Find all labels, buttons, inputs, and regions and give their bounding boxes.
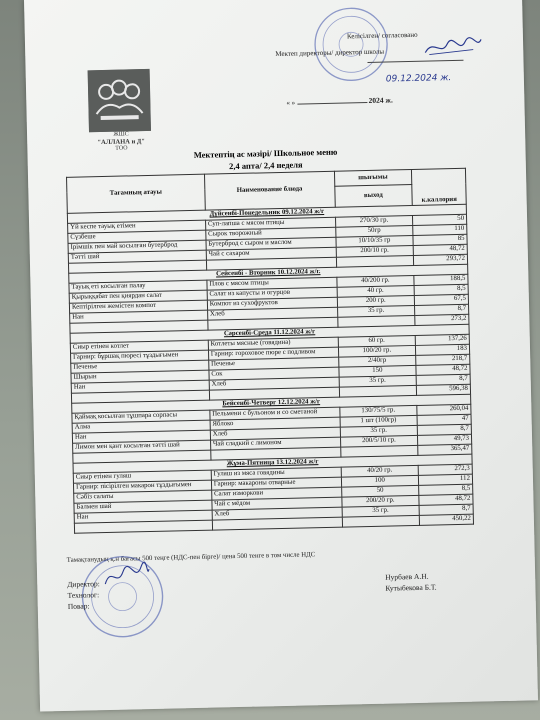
day-title: Бейсенбі-Четверг 12.12.2024 ж/г: [72, 394, 471, 413]
dish-name-kz: Нан: [72, 430, 210, 443]
day-total: 450,22: [419, 514, 473, 525]
dish-name-ru: Печенье: [209, 357, 339, 370]
dish-portion: 200 гр.: [337, 295, 415, 307]
menu-document: [24, 0, 538, 712]
dish-portion: 2/40гр: [338, 355, 416, 367]
dish-name-ru: Бутерброд с сыром и маслом: [206, 237, 336, 250]
dish-name-kz: Сиыр етінен гуляш: [73, 470, 211, 483]
logo-emblem-text: ЖШС: [113, 131, 129, 138]
dish-name-ru: Хлеб: [210, 427, 340, 440]
dish-name-ru: Сок: [209, 367, 339, 380]
dish-portion: 50: [341, 485, 419, 497]
date-quote: « »: [286, 98, 296, 107]
dish-name-ru: Чай сладкий с лимоном: [210, 437, 340, 450]
dish-kcal: 47: [417, 414, 471, 425]
dish-name-kz: Гарнир: пісірілген макарон тұздығымен: [73, 480, 211, 493]
dish-portion: 150: [338, 365, 416, 377]
dish-name-kz: Балмен шай: [74, 500, 212, 513]
dish-name-kz: Нан: [71, 380, 209, 393]
dish-name-ru: Компот из сухофруктов: [207, 297, 337, 310]
bottom-signature: [101, 561, 152, 597]
dish-name-ru: Яблоко: [210, 417, 340, 430]
dish-name-kz: Алма: [72, 420, 210, 433]
logo-name: "АЛЛАНА и Д": [97, 138, 146, 147]
dish-portion: 35 гр.: [339, 375, 417, 387]
dish-portion: 10/10/35 гр: [336, 235, 414, 247]
dish-portion: 35 гр.: [337, 305, 415, 317]
dish-kcal: 188,5: [414, 274, 468, 285]
price-note: Тамақтанудың қ.н бағасы 500 теңге (НДС-пен бірге)/ цена 500 тенге в том числе НДС: [66, 551, 316, 564]
dish-kcal: 137,26: [415, 334, 469, 345]
dish-portion: 60 гр.: [338, 335, 416, 347]
header-output-kz: шығымы: [334, 169, 412, 186]
header-output-ru: выход: [334, 184, 412, 207]
dish-portion: 40/20 гр.: [341, 465, 419, 477]
dish-kcal: 8,7: [419, 504, 473, 515]
dish-portion: 35 гр.: [342, 505, 420, 517]
approval-director: Мектеп директоры/ директор школы: [275, 47, 385, 59]
dish-name-ru: Гарнир: гороховое пюре с подливом: [208, 347, 338, 360]
dish-kcal: 67,5: [414, 294, 468, 305]
dish-portion: 200/5/10 гр.: [340, 435, 418, 447]
header-kcal: к.каллория: [412, 168, 467, 205]
dish-name-kz: Тәтті шай: [68, 250, 206, 263]
dish-portion: 100/20 гр.: [338, 345, 416, 357]
dish-kcal: 112: [419, 474, 473, 485]
dish-kcal: 8,5: [414, 284, 468, 295]
approval-date-line: [286, 95, 393, 107]
dish-portion: 200/10 гр.: [336, 245, 414, 257]
dish-portion: 50гр: [335, 225, 413, 237]
day-title: Дүйсенбі-Понедельник 09.12.2024 ж/г: [67, 204, 466, 223]
dish-name-kz: Лимон мен қант косылған тәтті шай: [73, 440, 211, 453]
signer-names: [385, 571, 437, 594]
dish-kcal: 48,72: [413, 244, 467, 255]
dish-kcal: 49,73: [418, 434, 472, 445]
dish-kcal: 183: [416, 344, 470, 355]
dish-name-kz: Қырыққабат пен қиярдан салат: [69, 290, 207, 303]
dish-kcal: 8,5: [419, 484, 473, 495]
dish-name-kz: Кептірілген жемістен компот: [69, 300, 207, 313]
dish-portion: 100: [341, 475, 419, 487]
day-total: 596,38: [416, 384, 470, 395]
dish-kcal: 110: [413, 224, 467, 235]
dish-kcal: 8,7: [416, 374, 470, 385]
dish-name-kz: Нан: [70, 310, 208, 323]
dish-name-ru: Чай с мёдом: [212, 497, 342, 510]
approval-year: 2024 ж.: [368, 95, 393, 105]
dish-name-kz: Сиыр етінен котлет: [70, 340, 208, 353]
dish-name-ru: Гуляш из мяса говядины: [211, 467, 341, 480]
dish-name-ru: Салат из капусты и огурцов: [207, 287, 337, 300]
dish-name-ru: Хлеб: [209, 377, 339, 390]
approval-agreed: Келісілген/ согласовано: [346, 30, 418, 41]
role-cook: Повар:: [67, 601, 90, 611]
dish-name-ru: Плов с мясом птицы: [207, 277, 337, 290]
logo-suffix: ТОО: [115, 145, 128, 152]
dish-kcal: 48,72: [419, 494, 473, 505]
dish-name-kz: Шырын: [71, 370, 209, 383]
dish-name-kz: Үй кеспе тауық етімен: [68, 220, 206, 233]
dish-name-ru: Хлеб: [207, 307, 337, 320]
dish-name-kz: Печенье: [71, 360, 209, 373]
signer-name-2: Кутыбекова Б.Т.: [385, 582, 437, 593]
dish-name-ru: Салат изморкови: [211, 487, 341, 500]
dish-name-kz: Сәбіз салаты: [74, 490, 212, 503]
day-total: 365,47: [418, 444, 472, 455]
dish-kcal: 85: [413, 234, 467, 245]
dish-portion: 40/200 гр.: [336, 275, 414, 287]
dish-portion: 270/30 гр.: [335, 215, 413, 227]
dish-name-ru: Сырок творожный: [206, 227, 336, 240]
role-director: Директор:: [67, 579, 100, 589]
menu-table: [66, 168, 474, 534]
dish-kcal: 48,72: [416, 364, 470, 375]
menu-title: Мектептің ас мәзірі/ Школьное меню: [193, 146, 338, 160]
dish-name-kz: Ірімшік пен май косылған бутерброд: [68, 240, 206, 253]
dish-portion: 35 гр.: [340, 425, 418, 437]
dish-kcal: 260,04: [417, 404, 471, 415]
dish-kcal: 272,3: [418, 464, 472, 475]
dish-kcal: 8,7: [415, 304, 469, 315]
day-title: Жұма-Пятница 13.12.2024 ж/г: [73, 454, 472, 473]
role-technologist: Технолог:: [67, 590, 100, 600]
handwritten-date: 09.12.2024 ж.: [385, 73, 452, 85]
signer-name-1: Нурбаев А.Н.: [385, 571, 429, 582]
dish-name-kz: Тауық еті косылған палау: [69, 280, 207, 293]
dish-kcal: 50: [413, 214, 467, 225]
dish-name-kz: Гарнир: бұршақ пюресі тұздығымен: [71, 350, 209, 363]
dish-kcal: 218,7: [416, 354, 470, 365]
header-name-ru: Наименование блюда: [204, 171, 335, 210]
day-title: Сәрсенбі-Среда 11.12.2024 ж/г: [70, 324, 469, 343]
director-signature: [423, 35, 484, 61]
dish-name-ru: Гарнир: макароны отварные: [211, 477, 341, 490]
dish-name-ru: Хлеб: [212, 507, 342, 520]
day-title: Сейсенбі - Вторник 10.12.2024 ж/г.: [69, 264, 468, 283]
header-name-kz: Тағамның атауы: [67, 174, 206, 213]
dish-portion: 200/20 гр.: [341, 495, 419, 507]
day-total: 293,72: [414, 254, 468, 265]
signer-roles: [67, 578, 100, 612]
dish-name-ru: Пельмени с бульоном и со сметаной: [210, 407, 340, 420]
dish-name-ru: Чай с сахаром: [206, 247, 336, 260]
company-logo: [88, 69, 151, 132]
menu-subtitle: 2,4 апта/ 2,4 неделя: [228, 159, 303, 172]
dish-name-kz: Сүзбеше: [68, 230, 206, 243]
dish-name-kz: Нан: [74, 510, 212, 523]
dish-name-ru: Котлеты мясные (говядина): [208, 337, 338, 350]
day-total: 273,2: [415, 314, 469, 325]
dish-name-ru: Суп-лапша с мясом птицы: [205, 217, 335, 230]
dish-name-kz: Қаймақ косылған тұшпара сорпасы: [72, 410, 210, 423]
dish-portion: 130/75/5 гр.: [339, 405, 417, 417]
dish-kcal: 8,7: [417, 424, 471, 435]
dish-portion: 1 шт (100гр): [340, 415, 418, 427]
dish-portion: 40 гр.: [337, 285, 415, 297]
